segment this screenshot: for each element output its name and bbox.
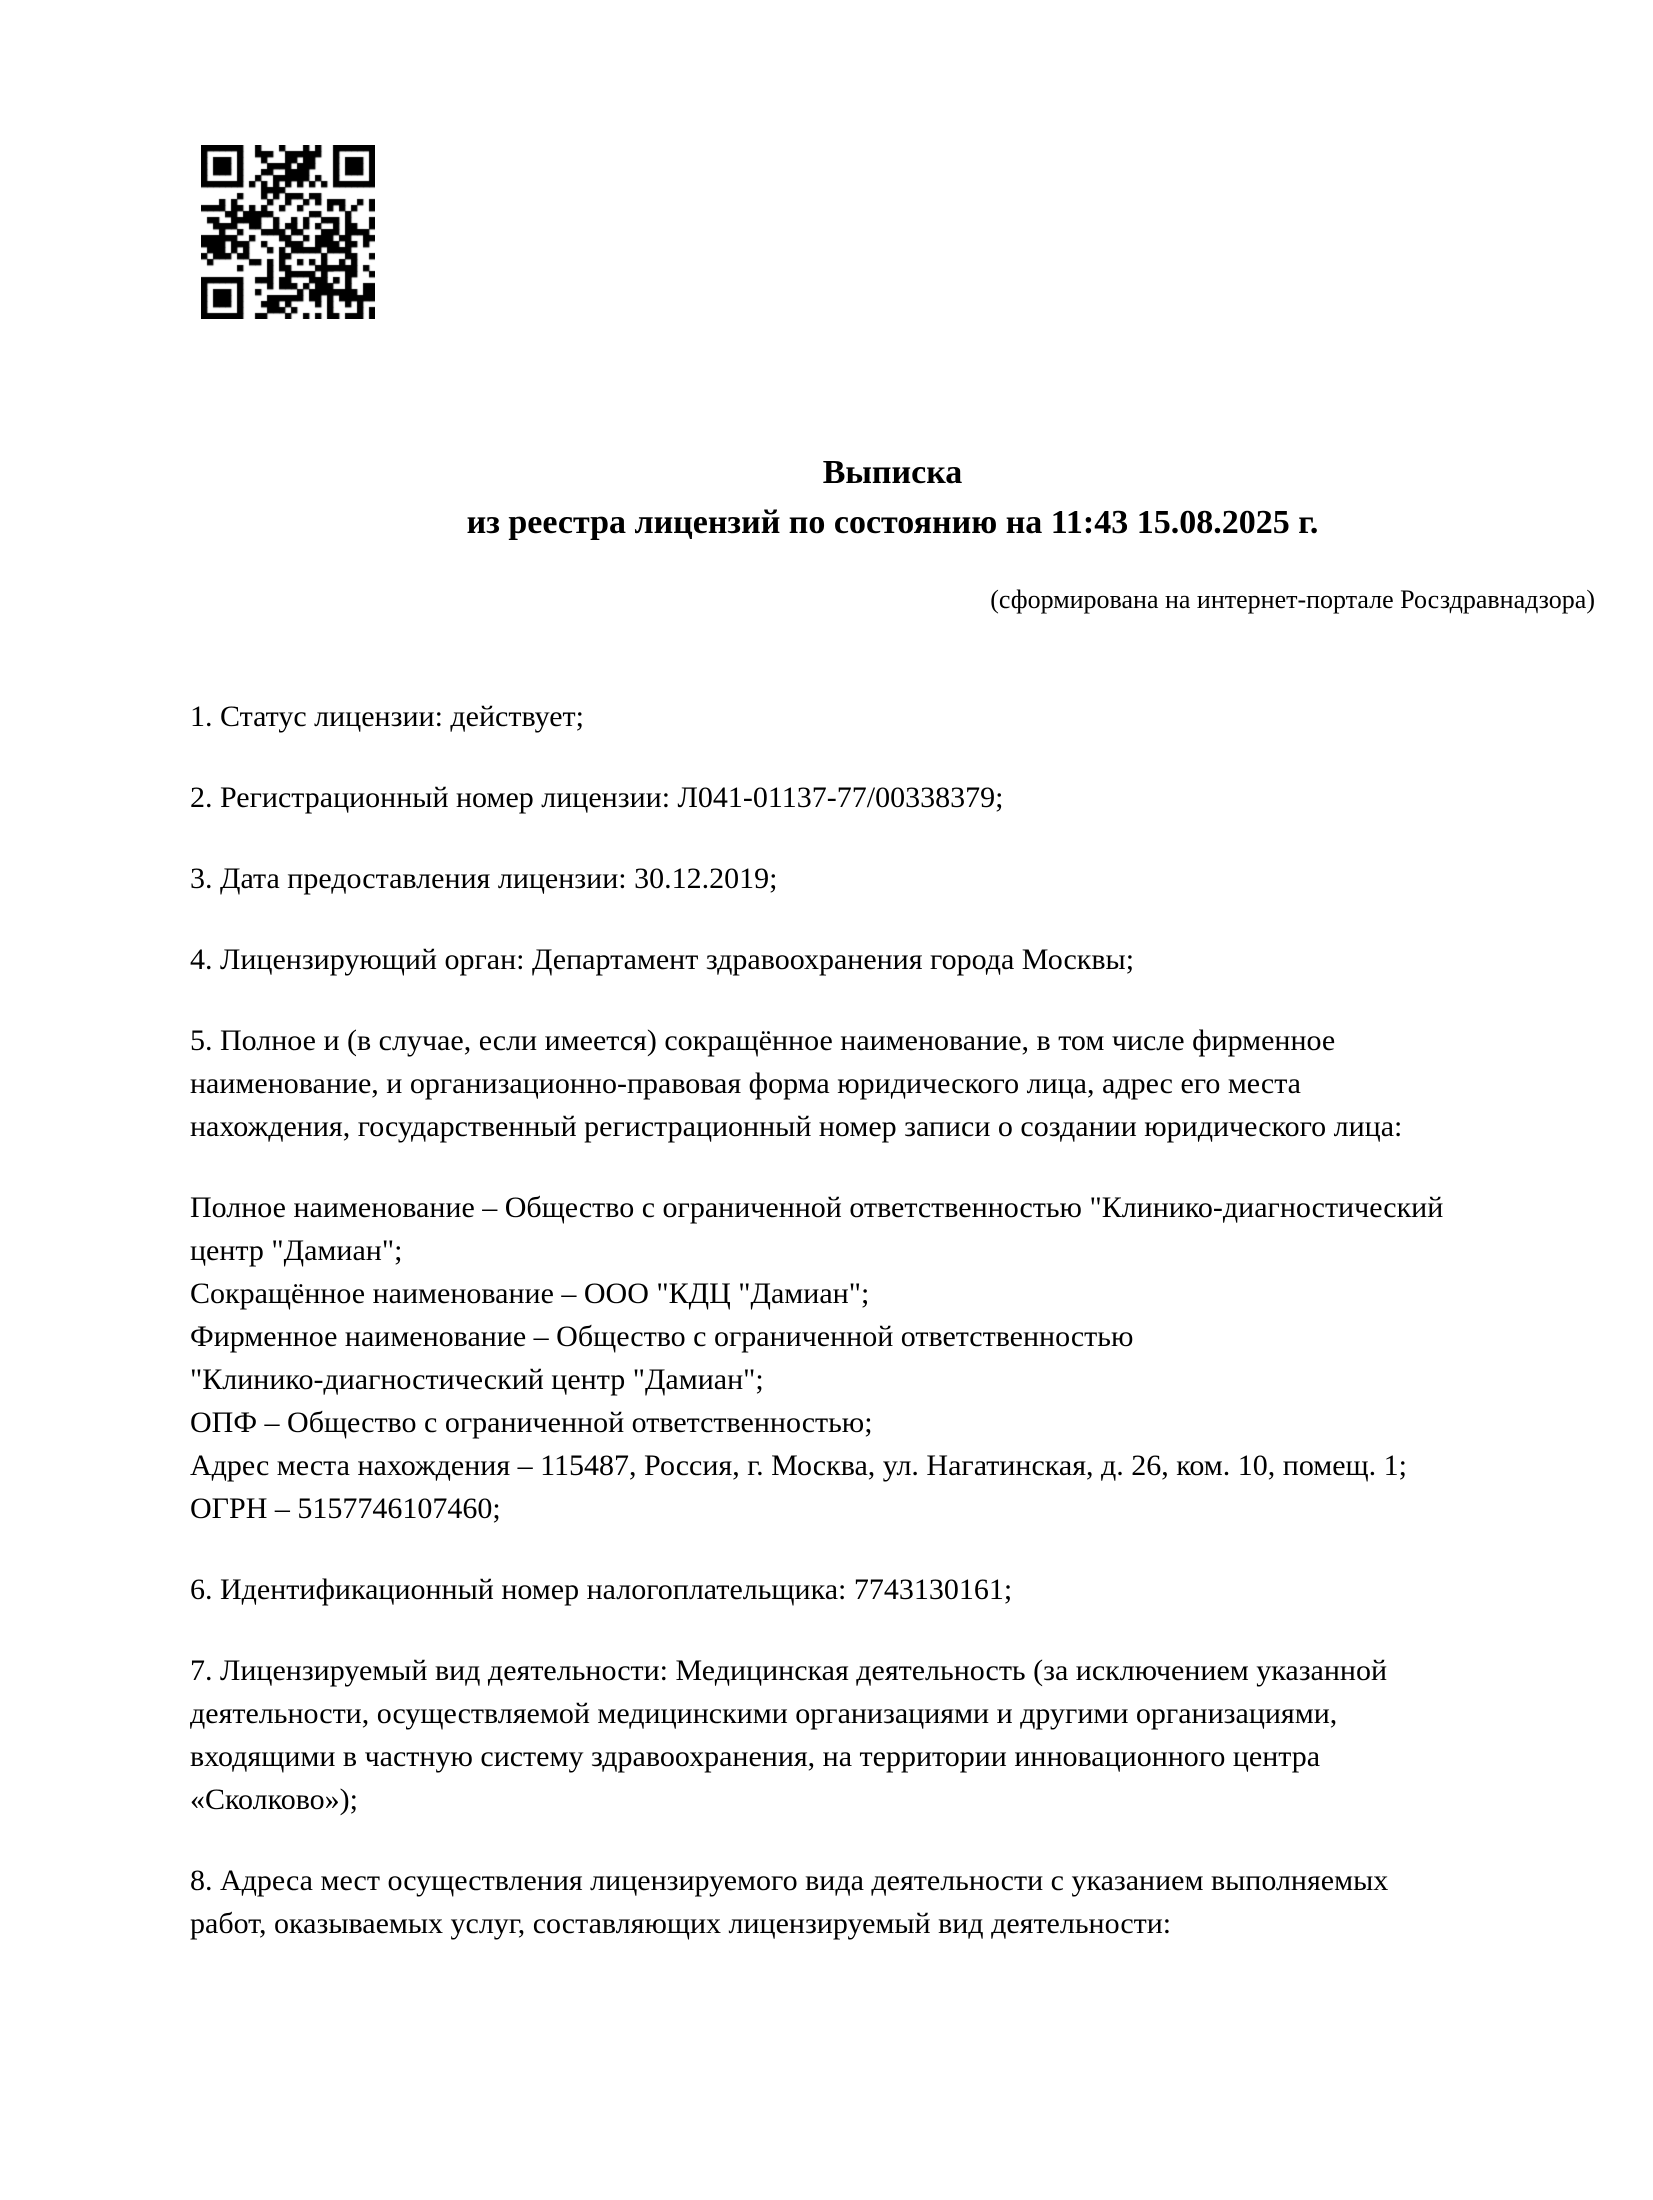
organization-details: Полное наименование – Общество с ограниченной ответственностью "Клинико-диагностический центр "Дамиан"; Сокращённое наименование – ООО "КДЦ "Дамиан"; Фирменное наименование – Общество с ограниченной ответственностью "Клинико-диагностический центр "Дамиан"; ОПФ – Общество с ограниченной ответственностью; Адрес места нахождения – 115487, Россия, г. Москва, ул. Нагатинская, д. 26, ком. 10, помещ. 1; ОГРН – 5157746107460;	[190, 1191, 1444, 1525]
title-line-1: Выписка	[822, 454, 963, 491]
item-8-addresses-heading: 8. Адреса мест осуществления лицензируемого вида деятельности с указанием выполняемых работ, оказываемых услуг, составляющих лицензируемый вид деятельности:	[190, 1864, 1389, 1940]
item-7-licensed-activity: 7. Лицензируемый вид деятельности: Медицинская деятельность (за исключением указанной деятельности, осуществляемой медицинскими организациями и другими организациями, входящими в частную систему здравоохранения, на территории инновационного центра «Сколково»);	[190, 1654, 1388, 1816]
item-5-name-heading: 5. Полное и (в случае, если имеется) сокращённое наименование, в том числе фирменное наименование, и организационно-правовая форма юридического лица, адрес его места нахождения, государственный регистрационный номер записи о создании юридического лица:	[190, 1024, 1403, 1143]
document-body	[190, 695, 1595, 1983]
document-subtitle: (сформирована на интернет-портале Росздравнадзора)	[990, 585, 1595, 614]
title-line-2: из реестра лицензий по состоянию на 11:43 15.08.2025 г.	[466, 504, 1319, 541]
qr-code-icon	[201, 145, 375, 319]
item-6-inn: 6. Идентификационный номер налогоплательщика: 7743130161;	[190, 1573, 1013, 1606]
item-1-license-status: 1. Статус лицензии: действует;	[190, 700, 584, 733]
document-title	[190, 448, 1595, 548]
item-2-registration-number: 2. Регистрационный номер лицензии: Л041-01137-77/00338379;	[190, 781, 1004, 814]
item-4-licensing-authority: 4. Лицензирующий орган: Департамент здравоохранения города Москвы;	[190, 943, 1135, 976]
item-3-grant-date: 3. Дата предоставления лицензии: 30.12.2019;	[190, 862, 778, 895]
